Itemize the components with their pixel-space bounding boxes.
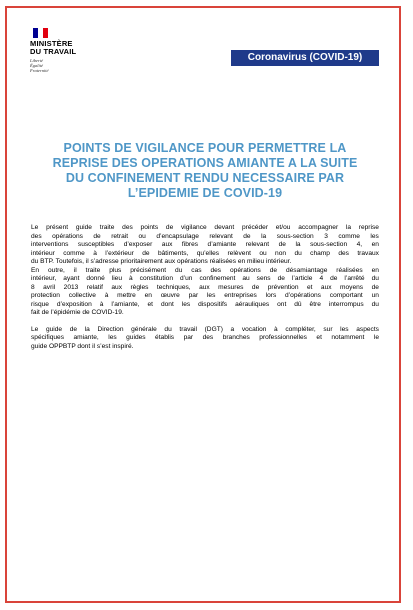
paragraph-intro bbox=[31, 224, 379, 267]
document-title bbox=[32, 141, 378, 201]
text-line: intérieur comme à l’extérieur de bâtiments, qu’elles relèvent ou non du champ des travaux bbox=[31, 249, 379, 257]
republic-motto bbox=[30, 58, 110, 73]
ministry-name bbox=[30, 40, 110, 56]
text-line: Le présent guide traite des points de vigilance devant précéder et/ou accompagner la reprise bbox=[31, 224, 379, 231]
text-line: protection collective à mettre en œuvre par les entreprises lors d’opérations comportant un bbox=[31, 292, 379, 299]
paragraph-dgt bbox=[31, 326, 379, 352]
title-line: POINTS DE VIGILANCE POUR PERMETTRE LA bbox=[63, 141, 347, 155]
title-line: DU CONFINEMENT RENDU NECESSAIRE PAR bbox=[65, 171, 345, 185]
text-line: risque d’exposition à l’amiante, et dont les dispositifs aérauliques ont dû être interrompus du bbox=[31, 300, 379, 308]
text-line: spécifiques amiante, les guides établis par des branches professionnelles et notamment le bbox=[31, 334, 379, 341]
motto-egalite: Égalité bbox=[30, 63, 43, 68]
ministry-logo bbox=[30, 28, 110, 73]
paragraph-scope bbox=[31, 267, 379, 318]
document-body bbox=[31, 224, 379, 351]
text-line: guide OPPBTP dont il s’est inspiré. bbox=[31, 342, 134, 350]
text-line: des opérations de retrait ou d’encapsulage relevant de la sous-section 3 comme les bbox=[31, 232, 379, 240]
text-line: du BTP. Toutefois, il s’adresse prioritairement aux opérations réalisées en milieu intérieur. bbox=[31, 258, 292, 265]
text-line: interventions susceptibles d’exposer aux fibres d’amiante relevant de la sous-section 4, en bbox=[31, 241, 379, 248]
text-line: En outre, il traite plus précisément du cas des opérations de désamiantage réalisées en bbox=[31, 266, 379, 274]
ministry-name-line2: DU TRAVAIL bbox=[30, 47, 77, 56]
motto-liberte: Liberté bbox=[30, 58, 43, 63]
text-line: fait de l’épidémie de COVID-19. bbox=[31, 309, 124, 316]
title-line: L’EPIDEMIE DE COVID-19 bbox=[127, 186, 283, 200]
ministry-name-line1: MINISTÈRE bbox=[30, 39, 73, 48]
text-line: Le guide de la Direction générale du travail (DGT) a vocation à compléter, sur les aspects bbox=[31, 325, 379, 333]
text-line: intérieur, ayant donné lieu à constitution d’un confinement au sens de l’article 4 de l’arrêté du bbox=[31, 275, 379, 282]
motto-fraternite: Fraternité bbox=[30, 68, 49, 73]
covid-tag: Coronavirus (COVID-19) bbox=[231, 50, 379, 66]
text-line: 8 avril 2013 relatif aux règles techniques, aux mesures de prévention et aux moyens de bbox=[31, 283, 379, 291]
title-line: REPRISE DES OPERATIONS AMIANTE A LA SUITE bbox=[52, 156, 358, 170]
document-page bbox=[5, 6, 401, 603]
marianne-flag-icon bbox=[33, 28, 48, 38]
